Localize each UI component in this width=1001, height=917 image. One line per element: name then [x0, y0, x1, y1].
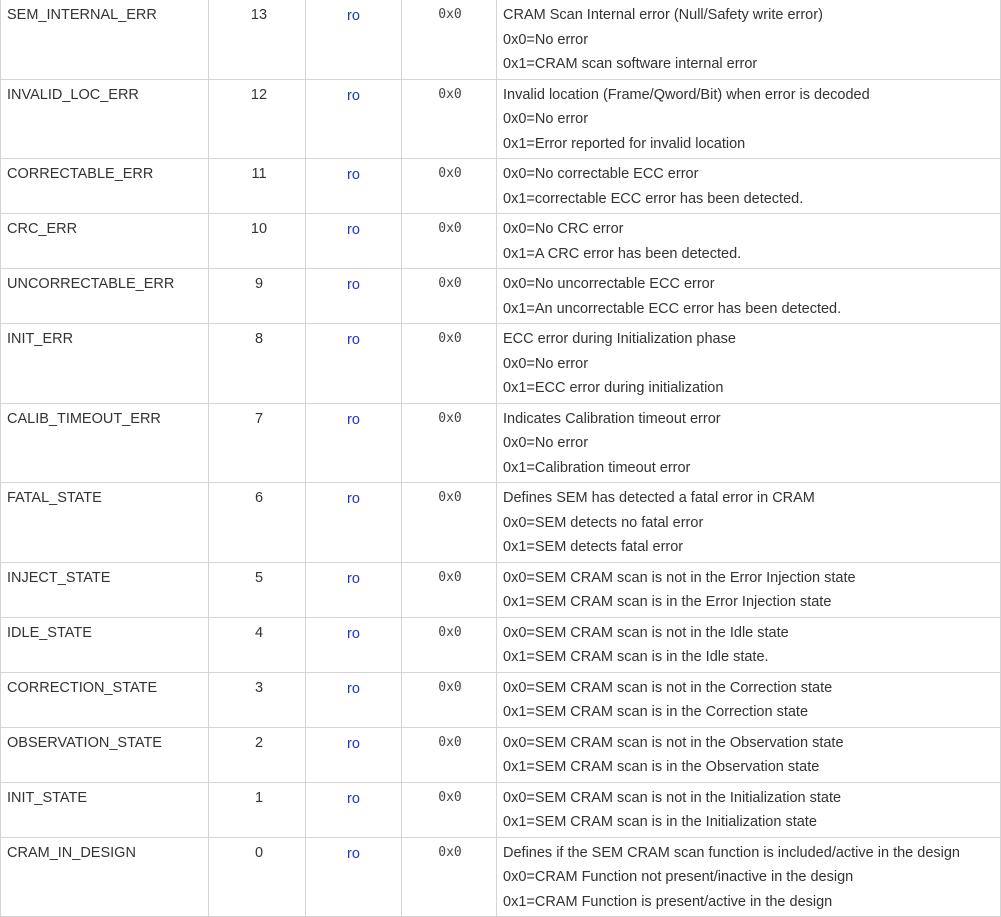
table-row	[1, 269, 1001, 324]
field-name-cell: CRAM_IN_DESIGN	[1, 837, 209, 917]
table-row	[1, 79, 1001, 159]
bit-position-cell: 5	[209, 562, 306, 617]
table-row	[1, 562, 1001, 617]
table-row	[1, 782, 1001, 837]
table-row	[1, 483, 1001, 563]
description-cell	[497, 324, 1001, 404]
reset-value-cell: 0x0	[402, 0, 497, 79]
description-line: 0x0=CRAM Function not present/inactive in the design	[503, 869, 854, 885]
access-type-cell: ro	[306, 269, 402, 324]
description-line: 0x0=No error	[503, 355, 589, 372]
field-name-cell: SEM_INTERNAL_ERR	[1, 0, 209, 79]
description-cell	[497, 483, 1001, 563]
access-type-cell: ro	[306, 403, 402, 483]
description-line: 0x0=No correctable ECC error	[503, 166, 699, 182]
description-line: 0x1=correctable ECC error has been detected.	[503, 190, 804, 207]
description-line: ECC error during Initialization phase	[503, 331, 736, 347]
description-cell	[497, 159, 1001, 214]
access-type-cell: ro	[306, 79, 402, 159]
reset-value-cell: 0x0	[402, 672, 497, 727]
description-line: 0x0=No CRC error	[503, 221, 624, 237]
field-name-cell: CRC_ERR	[1, 214, 209, 269]
description-line: 0x1=SEM CRAM scan is in the Initialization state	[503, 814, 817, 830]
reset-value-cell: 0x0	[402, 79, 497, 159]
register-field-rows	[1, 0, 1001, 917]
access-type-cell: ro	[306, 782, 402, 837]
reset-value-cell: 0x0	[402, 617, 497, 672]
reset-value-cell: 0x0	[402, 403, 497, 483]
description-cell	[497, 0, 1001, 79]
field-name-cell: IDLE_STATE	[1, 617, 209, 672]
field-name-cell: INJECT_STATE	[1, 562, 209, 617]
description-line: 0x0=SEM detects no fatal error	[503, 514, 704, 531]
description-line: 0x1=A CRC error has been detected.	[503, 245, 742, 262]
access-type-cell: ro	[306, 672, 402, 727]
bit-position-cell: 1	[209, 782, 306, 837]
description-line: 0x0=No uncorrectable ECC error	[503, 276, 715, 292]
field-name-cell: INIT_ERR	[1, 324, 209, 404]
description-line: 0x0=No error	[503, 435, 589, 451]
field-name-cell: INIT_STATE	[1, 782, 209, 837]
description-line: Indicates Calibration timeout error	[503, 410, 721, 427]
field-name-cell: OBSERVATION_STATE	[1, 727, 209, 782]
table-row	[1, 0, 1001, 79]
description-cell	[497, 837, 1001, 917]
description-line: 0x1=ECC error during initialization	[503, 380, 724, 396]
field-name-cell: CORRECTION_STATE	[1, 672, 209, 727]
description-line: 0x1=SEM CRAM scan is in the Error Injection state	[503, 594, 832, 610]
reset-value-cell: 0x0	[402, 214, 497, 269]
reset-value-cell: 0x0	[402, 837, 497, 917]
table-row	[1, 837, 1001, 917]
reset-value-cell: 0x0	[402, 782, 497, 837]
description-line: 0x0=SEM CRAM scan is not in the Initialization state	[503, 789, 842, 806]
access-type-cell: ro	[306, 324, 402, 404]
bit-position-cell: 13	[209, 0, 306, 79]
description-cell	[497, 403, 1001, 483]
description-line: 0x0=SEM CRAM scan is not in the Correction state	[503, 679, 833, 696]
field-name-cell: CALIB_TIMEOUT_ERR	[1, 403, 209, 483]
bit-position-cell: 6	[209, 483, 306, 563]
table-row	[1, 214, 1001, 269]
description-line: 0x1=CRAM Function is present/active in the design	[503, 893, 833, 910]
field-name-cell: CORRECTABLE_ERR	[1, 159, 209, 214]
description-line: 0x0=SEM CRAM scan is not in the Observation state	[503, 734, 844, 751]
description-cell	[497, 782, 1001, 837]
description-line: 0x1=CRAM scan software internal error	[503, 56, 758, 72]
bit-position-cell: 11	[209, 159, 306, 214]
description-cell	[497, 79, 1001, 159]
access-type-cell: ro	[306, 214, 402, 269]
field-name-cell: FATAL_STATE	[1, 483, 209, 563]
description-line: Defines if the SEM CRAM scan function is included/active in the design	[503, 844, 960, 861]
bit-position-cell: 2	[209, 727, 306, 782]
description-cell	[497, 727, 1001, 782]
table-row	[1, 617, 1001, 672]
description-cell	[497, 672, 1001, 727]
access-type-cell: ro	[306, 483, 402, 563]
description-line: 0x0=No error	[503, 31, 589, 48]
access-type-cell: ro	[306, 159, 402, 214]
description-line: 0x1=Error reported for invalid location	[503, 135, 746, 152]
reset-value-cell: 0x0	[402, 324, 497, 404]
description-line: 0x0=SEM CRAM scan is not in the Error Injection state	[503, 569, 856, 586]
access-type-cell: ro	[306, 727, 402, 782]
bit-position-cell: 8	[209, 324, 306, 404]
description-cell	[497, 214, 1001, 269]
description-line: CRAM Scan Internal error (Null/Safety write error)	[503, 7, 823, 23]
table-row	[1, 672, 1001, 727]
table-row	[1, 403, 1001, 483]
bit-position-cell: 4	[209, 617, 306, 672]
description-line: Defines SEM has detected a fatal error in CRAM	[503, 490, 815, 506]
access-type-cell: ro	[306, 617, 402, 672]
field-name-cell: UNCORRECTABLE_ERR	[1, 269, 209, 324]
description-line: 0x1=Calibration timeout error	[503, 459, 691, 476]
reset-value-cell: 0x0	[402, 269, 497, 324]
description-line: 0x1=SEM CRAM scan is in the Correction state	[503, 704, 809, 720]
description-line: 0x0=No error	[503, 111, 589, 127]
bit-position-cell: 7	[209, 403, 306, 483]
bit-position-cell: 10	[209, 214, 306, 269]
access-type-cell: ro	[306, 837, 402, 917]
description-line: 0x0=SEM CRAM scan is not in the Idle state	[503, 624, 789, 641]
description-cell	[497, 269, 1001, 324]
table-row	[1, 324, 1001, 404]
bit-position-cell: 9	[209, 269, 306, 324]
reset-value-cell: 0x0	[402, 159, 497, 214]
reset-value-cell: 0x0	[402, 562, 497, 617]
description-cell	[497, 562, 1001, 617]
description-line: 0x1=An uncorrectable ECC error has been detected.	[503, 300, 842, 317]
reset-value-cell: 0x0	[402, 483, 497, 563]
description-line: 0x1=SEM CRAM scan is in the Idle state.	[503, 649, 769, 665]
field-name-cell: INVALID_LOC_ERR	[1, 79, 209, 159]
bit-position-cell: 3	[209, 672, 306, 727]
description-line: 0x1=SEM detects fatal error	[503, 539, 684, 555]
bit-position-cell: 0	[209, 837, 306, 917]
bit-position-cell: 12	[209, 79, 306, 159]
reset-value-cell: 0x0	[402, 727, 497, 782]
access-type-cell: ro	[306, 562, 402, 617]
description-line: Invalid location (Frame/Qword/Bit) when error is decoded	[503, 86, 870, 103]
access-type-cell: ro	[306, 0, 402, 79]
table-row	[1, 159, 1001, 214]
description-line: 0x1=SEM CRAM scan is in the Observation state	[503, 759, 820, 775]
table-row	[1, 727, 1001, 782]
description-cell	[497, 617, 1001, 672]
